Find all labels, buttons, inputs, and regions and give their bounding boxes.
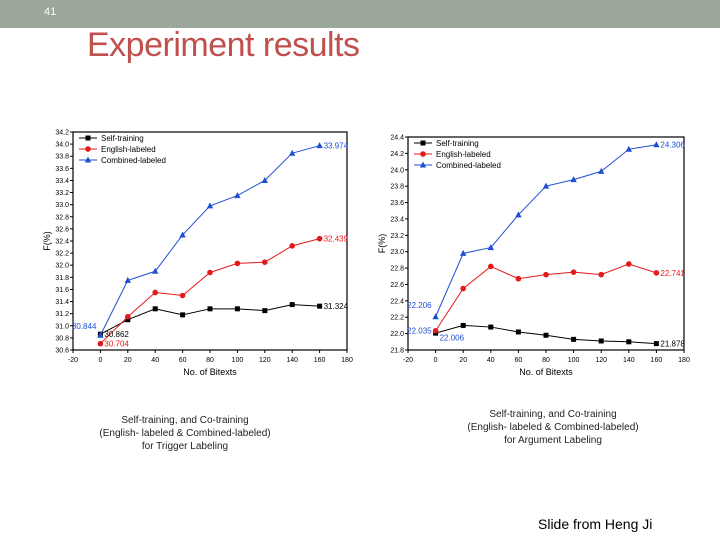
y-tick-label: 33.0 <box>55 202 69 210</box>
argument-chart-caption <box>428 408 678 447</box>
data-point <box>180 312 185 317</box>
y-tick-label: 34.0 <box>55 141 69 149</box>
data-label: 22.741 <box>660 268 685 278</box>
y-tick-label: 31.2 <box>55 311 69 319</box>
data-point <box>86 136 91 141</box>
data-label: 33.974 <box>323 141 349 151</box>
y-tick-label: 32.8 <box>55 214 69 222</box>
y-tick-label: 22.4 <box>390 298 404 306</box>
data-point <box>85 146 91 152</box>
data-point <box>626 261 632 267</box>
legend-label: English-labeled <box>101 145 156 154</box>
y-tick-label: 34.2 <box>55 129 69 137</box>
y-tick-label: 32.0 <box>55 262 69 270</box>
data-point <box>654 341 659 346</box>
legend-label: Combined-labeled <box>101 156 166 165</box>
data-label: 24.306 <box>660 140 685 150</box>
y-tick-label: 31.6 <box>55 286 69 294</box>
x-tick-label: 120 <box>595 357 608 364</box>
data-point <box>262 308 267 313</box>
x-axis-label: No. of Bitexts <box>183 367 237 377</box>
x-tick-label: 140 <box>622 357 635 364</box>
data-label: 30.862 <box>104 330 129 340</box>
legend <box>79 134 166 165</box>
data-label: 30.704 <box>104 339 129 349</box>
data-point <box>571 269 577 275</box>
x-tick-label: 180 <box>341 357 353 364</box>
argument-labeling-chart <box>368 125 698 387</box>
y-tick-label: 30.8 <box>55 335 69 343</box>
x-tick-label: 0 <box>98 357 103 364</box>
x-tick-label: 160 <box>313 357 326 364</box>
x-tick-label: 0 <box>433 357 438 364</box>
y-tick-label: 33.2 <box>55 190 69 198</box>
data-point <box>317 304 322 309</box>
y-axis-label: F(%) <box>377 233 387 254</box>
data-label: 22.006 <box>439 333 465 343</box>
y-tick-label: 31.8 <box>55 274 69 282</box>
x-tick-label: 180 <box>678 357 690 364</box>
data-point <box>461 323 466 328</box>
caption-line: for Trigger Labeling <box>141 441 229 452</box>
data-label: 22.035 <box>407 326 432 336</box>
legend <box>414 139 501 170</box>
legend-label: Combined-labeled <box>436 161 501 170</box>
data-point <box>125 314 131 320</box>
x-tick-label: 100 <box>567 357 580 364</box>
x-tick-label: 80 <box>542 357 550 364</box>
top-banner <box>0 0 720 28</box>
y-tick-label: 24.4 <box>390 134 404 142</box>
y-tick-label: 24.2 <box>390 150 404 158</box>
data-label: 32.439 <box>323 234 349 244</box>
legend-label: Self-training <box>101 134 144 143</box>
x-tick-label: 40 <box>151 357 160 364</box>
y-tick-label: 32.2 <box>55 250 69 258</box>
y-tick-label: 32.4 <box>55 238 69 246</box>
x-tick-label: 160 <box>650 357 663 364</box>
data-point <box>516 276 522 282</box>
data-point <box>207 270 213 276</box>
trigger-chart-caption <box>60 414 310 453</box>
x-tick-label: 120 <box>258 357 271 364</box>
trigger-labeling-chart <box>25 122 355 380</box>
x-tick-label: -20 <box>67 357 79 364</box>
data-point <box>516 329 521 334</box>
slide-credit: Slide from Heng Ji <box>538 516 653 532</box>
y-tick-label: 30.6 <box>55 347 69 355</box>
data-point <box>152 290 158 296</box>
data-point <box>460 286 466 292</box>
data-point <box>571 337 576 342</box>
x-axis-label: No. of Bitexts <box>519 367 573 377</box>
y-tick-label: 22.6 <box>390 281 404 289</box>
y-tick-label: 31.0 <box>55 323 69 331</box>
caption-line: (English- labeled & Combined-labeled) <box>467 422 639 433</box>
x-tick-label: 20 <box>123 357 132 364</box>
y-tick-label: 23.0 <box>390 249 404 257</box>
data-point <box>235 306 240 311</box>
series-line <box>436 145 657 317</box>
data-point <box>317 236 323 242</box>
x-tick-label: 100 <box>231 357 244 364</box>
data-point <box>180 293 186 299</box>
y-tick-label: 22.8 <box>390 265 404 273</box>
x-tick-label: 80 <box>206 357 214 364</box>
y-tick-label: 23.2 <box>390 232 404 240</box>
data-point <box>598 168 604 174</box>
data-point <box>432 313 438 319</box>
data-point <box>289 243 295 249</box>
slide-number: 41 <box>44 6 57 18</box>
data-point <box>421 141 426 146</box>
y-tick-label: 22.0 <box>390 331 404 339</box>
data-point <box>208 306 213 311</box>
y-tick-label: 24.0 <box>390 167 404 175</box>
legend-label: English-labeled <box>436 150 491 159</box>
data-point <box>316 142 322 148</box>
data-point <box>488 325 493 330</box>
data-point <box>262 259 268 265</box>
data-point <box>235 261 241 267</box>
y-tick-label: 31.4 <box>55 299 69 307</box>
y-axis-label: F(%) <box>42 231 52 251</box>
data-point <box>234 192 240 198</box>
y-tick-label: 23.6 <box>390 200 404 208</box>
legend-label: Self-training <box>436 139 479 148</box>
y-tick-label: 33.8 <box>55 153 69 161</box>
data-point <box>290 302 295 307</box>
y-tick-label: 21.8 <box>390 347 404 355</box>
data-label: 21.878 <box>660 339 685 349</box>
x-tick-label: 60 <box>178 357 187 364</box>
slide-title: Experiment results <box>87 26 360 64</box>
data-point <box>598 272 604 278</box>
data-point <box>626 339 631 344</box>
data-point <box>543 272 549 278</box>
caption-line: Self-training, and Co-training <box>489 409 617 420</box>
y-tick-label: 22.2 <box>390 314 404 322</box>
x-tick-label: 60 <box>514 357 523 364</box>
data-point <box>654 270 660 276</box>
series-self-training <box>98 302 322 340</box>
x-tick-label: 140 <box>286 357 299 364</box>
y-tick-label: 33.4 <box>55 177 69 185</box>
series-english-labeled <box>433 261 659 333</box>
data-label: 31.324 <box>323 302 349 312</box>
data-point <box>488 264 494 270</box>
data-point <box>98 341 104 347</box>
y-tick-label: 33.6 <box>55 165 69 173</box>
caption-line: Self-training, and Co-training <box>121 415 249 426</box>
caption-line: (English- labeled & Combined-labeled) <box>99 428 271 439</box>
x-tick-label: -20 <box>402 357 414 364</box>
caption-line: for Argument Labeling <box>504 435 602 446</box>
data-point <box>153 306 158 311</box>
x-tick-label: 40 <box>486 357 495 364</box>
series-self-training <box>433 323 659 346</box>
data-label: 30.844 <box>71 321 97 331</box>
x-tick-label: 20 <box>459 357 468 364</box>
data-label: 22.206 <box>407 300 432 310</box>
y-tick-label: 23.8 <box>390 183 404 191</box>
y-tick-label: 32.6 <box>55 226 69 234</box>
y-tick-label: 23.4 <box>390 216 404 224</box>
data-point <box>544 333 549 338</box>
data-point <box>599 338 604 343</box>
series-line <box>100 239 319 344</box>
data-point <box>420 151 426 157</box>
data-point <box>653 141 659 147</box>
data-point <box>433 328 439 334</box>
series-english-labeled <box>98 236 323 347</box>
